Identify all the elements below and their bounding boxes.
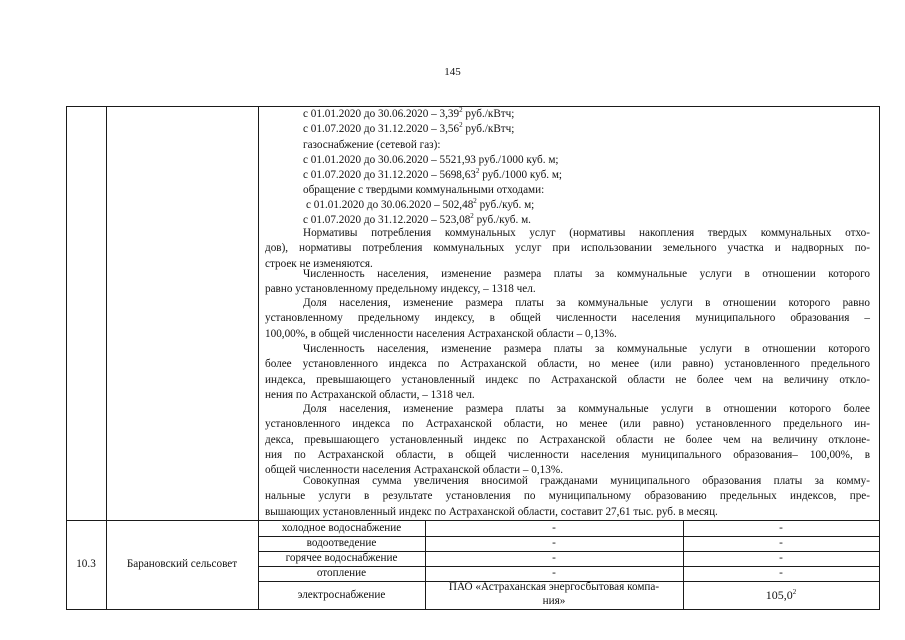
tariff-line: с 01.07.2020 до 31.12.2020 – 523,08$^2$ руб./куб. м. — [303, 212, 531, 226]
page-number: 145 — [444, 66, 461, 78]
table-border-right — [879, 106, 880, 610]
service-name: холодное водоснабжение — [281, 522, 402, 534]
service-value: - — [779, 537, 783, 549]
service-provider: - — [552, 537, 556, 549]
service-provider: - — [552, 522, 556, 534]
paragraph-norms: Нормативы потребления коммунальных услуг (нормативы накопления твердых коммунальных отхо- дов), нормативы потребления коммунальных услуг при использовании земельного участка и надворных по- строек не изменяются. — [265, 227, 870, 270]
tariff-line: с 01.01.2020 до 30.06.2020 – 5521,93 руб./1000 куб. м; — [303, 154, 559, 166]
service-value: - — [779, 552, 783, 564]
paragraph-population-count: Численность населения, изменение размера платы за коммунальные услуги в отношении которого равно установленному предельному индексу, – 1318 чел. — [265, 268, 870, 296]
service-value: - — [779, 567, 783, 579]
paragraph-population-share-above: Доля населения, изменение размера платы за коммунальные услуги в отношении которого более установленного индекса по Астраханской области, но менее (или равно) установленного предельного ин- декса, превышающего установленный индекс по Астраханской области не более чем на величину отклоне- ния по Астраханской области, в общей численности населения муниципального образования– 100,00%, в общей численности населения Астраханской области – 0,13%. — [265, 403, 870, 477]
service-name: водоотведение — [306, 537, 377, 549]
tariff-line: с 01.07.2020 до 31.12.2020 – 3,56$^2$ руб./кВтч; — [303, 121, 515, 135]
tariff-line: с 01.01.2020 до 30.06.2020 – 3,39$^2$ руб./кВтч; — [303, 106, 515, 120]
service-provider: - — [552, 552, 556, 564]
service-name: электроснабжение — [297, 589, 386, 601]
tariff-line: с 01.01.2020 до 30.06.2020 – 502,48$^2$ руб./куб. м; — [306, 197, 535, 211]
paragraph-population-count-above: Численность населения, изменение размера платы за коммунальные услуги в отношении которого более установленного индекса по Астраханской области, но менее (или равно) установленного предельного индекса, превышающего установленный индекс по Астраханской области не более чем на величину отклo- нения по Астраханской области, – 1318 чел. — [265, 343, 870, 401]
paragraph-total-increase: Совокупная сумма увеличения вносимой гражданами муниципального образования платы за комму- нальные услуги в результате установления по муниципальному образованию предельных индексов, пре- вышающих установленный индекс по Астраханской области, составит 27,61 тыс. руб. в месяц. — [265, 475, 870, 518]
table-border-bottom — [66, 609, 880, 610]
table-border-left — [66, 106, 67, 610]
paragraph-population-share: Доля населения, изменение размера платы за коммунальные услуги в отношении которого равно установленному предельному индексу, в общей численности населения муниципального образования – 100,00%, в общей численности населения Астраханской области – 0,13%. — [265, 297, 870, 340]
row-number: 10.3 — [76, 558, 96, 570]
service-value: 105,0$^2$ — [765, 588, 797, 602]
tariff-heading: обращение с твердыми коммунальными отходами: — [303, 184, 545, 196]
tariff-heading: газоснабжение (сетевой газ): — [303, 139, 441, 151]
tariff-line: с 01.07.2020 до 31.12.2020 – 5698,63$^2$ руб./1000 куб. м; — [303, 167, 563, 181]
service-provider: ПАО «Астраханская энергосбытовая компа- ния» — [448, 581, 660, 607]
column-divider-number — [106, 106, 107, 610]
service-provider: - — [552, 567, 556, 579]
service-name: горячее водоснабжение — [285, 552, 398, 564]
service-value: - — [779, 522, 783, 534]
settlement-name: Барановский сельсовет — [126, 558, 238, 570]
service-name: отопление — [316, 567, 367, 579]
